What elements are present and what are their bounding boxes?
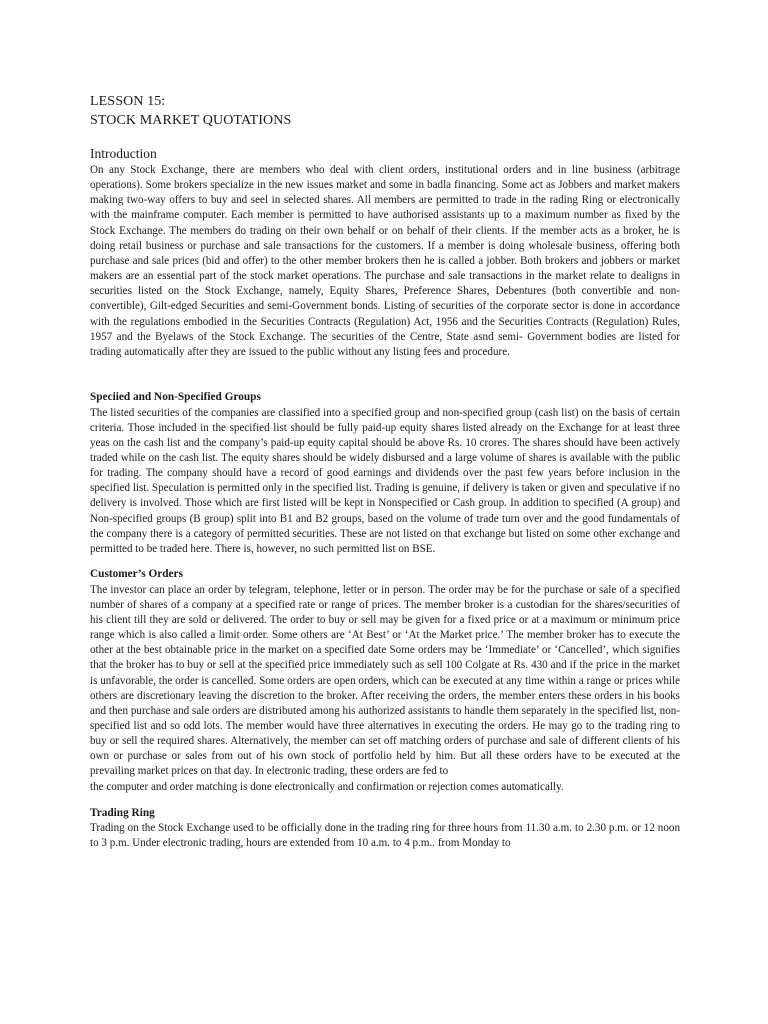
specified-groups-heading: Speciied and Non-Specified Groups <box>90 391 261 404</box>
customers-orders-paragraph: The investor can place an order by telegram, telephone, letter or in person. The order may be for the purchase or sale of a specified number of shares of a company at a specified rate or range of prices. The member broker is a custodian for the shares/securities of his client till they are sold or delivered. The order to buy or sell may be given for a fixed price or at a maximum or minimum price range which is also called a limit order. Some others are ‘At Best’ or ‘At the Market price.’ The member broker has to execute the other at the best obtainable price in the market on a specified date Some orders may be ‘Immediate’ or ‘Cancelled’, which signifies that the broker has to buy or sell at the specified price immediately such as sell 100 Colgate at Rs. 430 and if the price in the market is unfavorable, the order is cancelled. Some orders are open orders, which can be executed at any time within a range or prices while others are discretionary leaving the discretion to the broker. After receiving the orders, the member enters these orders in his books and then purchase and sale orders are distributed among his authorized assistants to handle them separately in the specified list, non-specified list and so odd lots. The member would have three alternatives in executing the orders. He may go to the trading ring to buy or sell the required shares. Alternatively, the member can set off matching orders of purchase and sale of different clients of his own or purchase or sales from out of his own stock of portfolio held by him. But all these orders have to be executed at the prevailing market prices on that day. In electronic trading, these orders are fed to <box>90 583 680 778</box>
document-page <box>90 92 680 852</box>
trading-ring-paragraph: Trading on the Stock Exchange used to be officially done in the trading ring for three hours from 11.30 a.m. to 2.30 p.m. or 12 noon to 3 p.m. Under electronic trading, hours are extended from 10 a.m. to 4 p.m.. from Monday to <box>90 822 680 850</box>
section-spacer <box>90 360 680 390</box>
customers-orders-heading: Customer’s Orders <box>90 568 183 581</box>
section-spacer <box>90 557 680 567</box>
lesson-title: STOCK MARKET QUOTATIONS <box>90 113 292 128</box>
introduction-heading: Introduction <box>90 146 157 161</box>
introduction-paragraph: On any Stock Exchange, there are members who deal with client orders, institutional orders and in line business (arbitrage operations). Some brokers specialize in the new issues market and some in badla financing. Some act as Jobbers and market makers making two-way offers to buy and seel in selected shares. All members are permitted to trade in the rading Ring or electronically with the mainframe computer. Each member is permitted to have authorised assistants up to a maximum number as fixed by the Stock Exchange. The members do trading on their own behalf or on behalf of their clients. If the member acts as a broker, he is doing retail business or purchase and sale transactions for the customers. If a member is doing wholesale business, offering both purchase and sale prices (bid and offer) to the other member brokers then he is called a jobber. Both brokers and jobbers or market makers are an essential part of the stock market operations. The purchase and sale transactions in the market relate to dealigns in securities listed on the Stock Exchange, namely, Equity Shares, Preference Shares, Debentures (both convertible and non-convertible), Gilt-edged Securities and semi-Government bonds. Listing of securities of the corporate sector is done in accordance with the regulations embodied in the Securities Contracts (Regulation) Act, 1956 and the Securities Contracts (Regulation) Rules, 1957 and the Byelaws of the Stock Exchange. The securities of the Centre, State asnd semi- Government bodies are listed for trading automatically after they are issued to the public without any listing fees and procedure. <box>90 164 680 358</box>
lesson-number: LESSON 15: <box>90 94 166 109</box>
customers-orders-paragraph-continued: the computer and order matching is done electronically and confirmation or rejection comes automatically. <box>90 780 564 793</box>
specified-groups-paragraph: The listed securities of the companies are classified into a specified group and non-specified group (cash list) on the basis of certain criteria. Those included in the specified list should be fully paid-up equity shares listed already on the Exchange for at least three yeas on the cash list and the company’s paid-up equity capital should be above Rs. 10 crores. The shares should have been actively traded while on the cash list. The equity shares should be widely disbursed and a large volume of shares is available with the public for trading. The company should have a record of good earnings and dividends over the past few years before inclusion in the specified list. Speculation is permitted only in the specified list. Trading is genuine, if delivery is taken or given and speculative if no delivery is involved. Those which are first listed will be kept in Nonspecified or Cash group. In addition to specified (A group) and Non-specified groups (B group) split into B1 and B2 groups, based on the volume of trade turn over and the good fundamentals of the company there is a category of permitted securities. These are not listed on that exchange but listed on some other exchange and permitted to be traded here. There is, however, no such permitted list on BSE. <box>90 406 681 555</box>
section-spacer <box>90 795 680 806</box>
trading-ring-heading: Trading Ring <box>90 806 155 819</box>
